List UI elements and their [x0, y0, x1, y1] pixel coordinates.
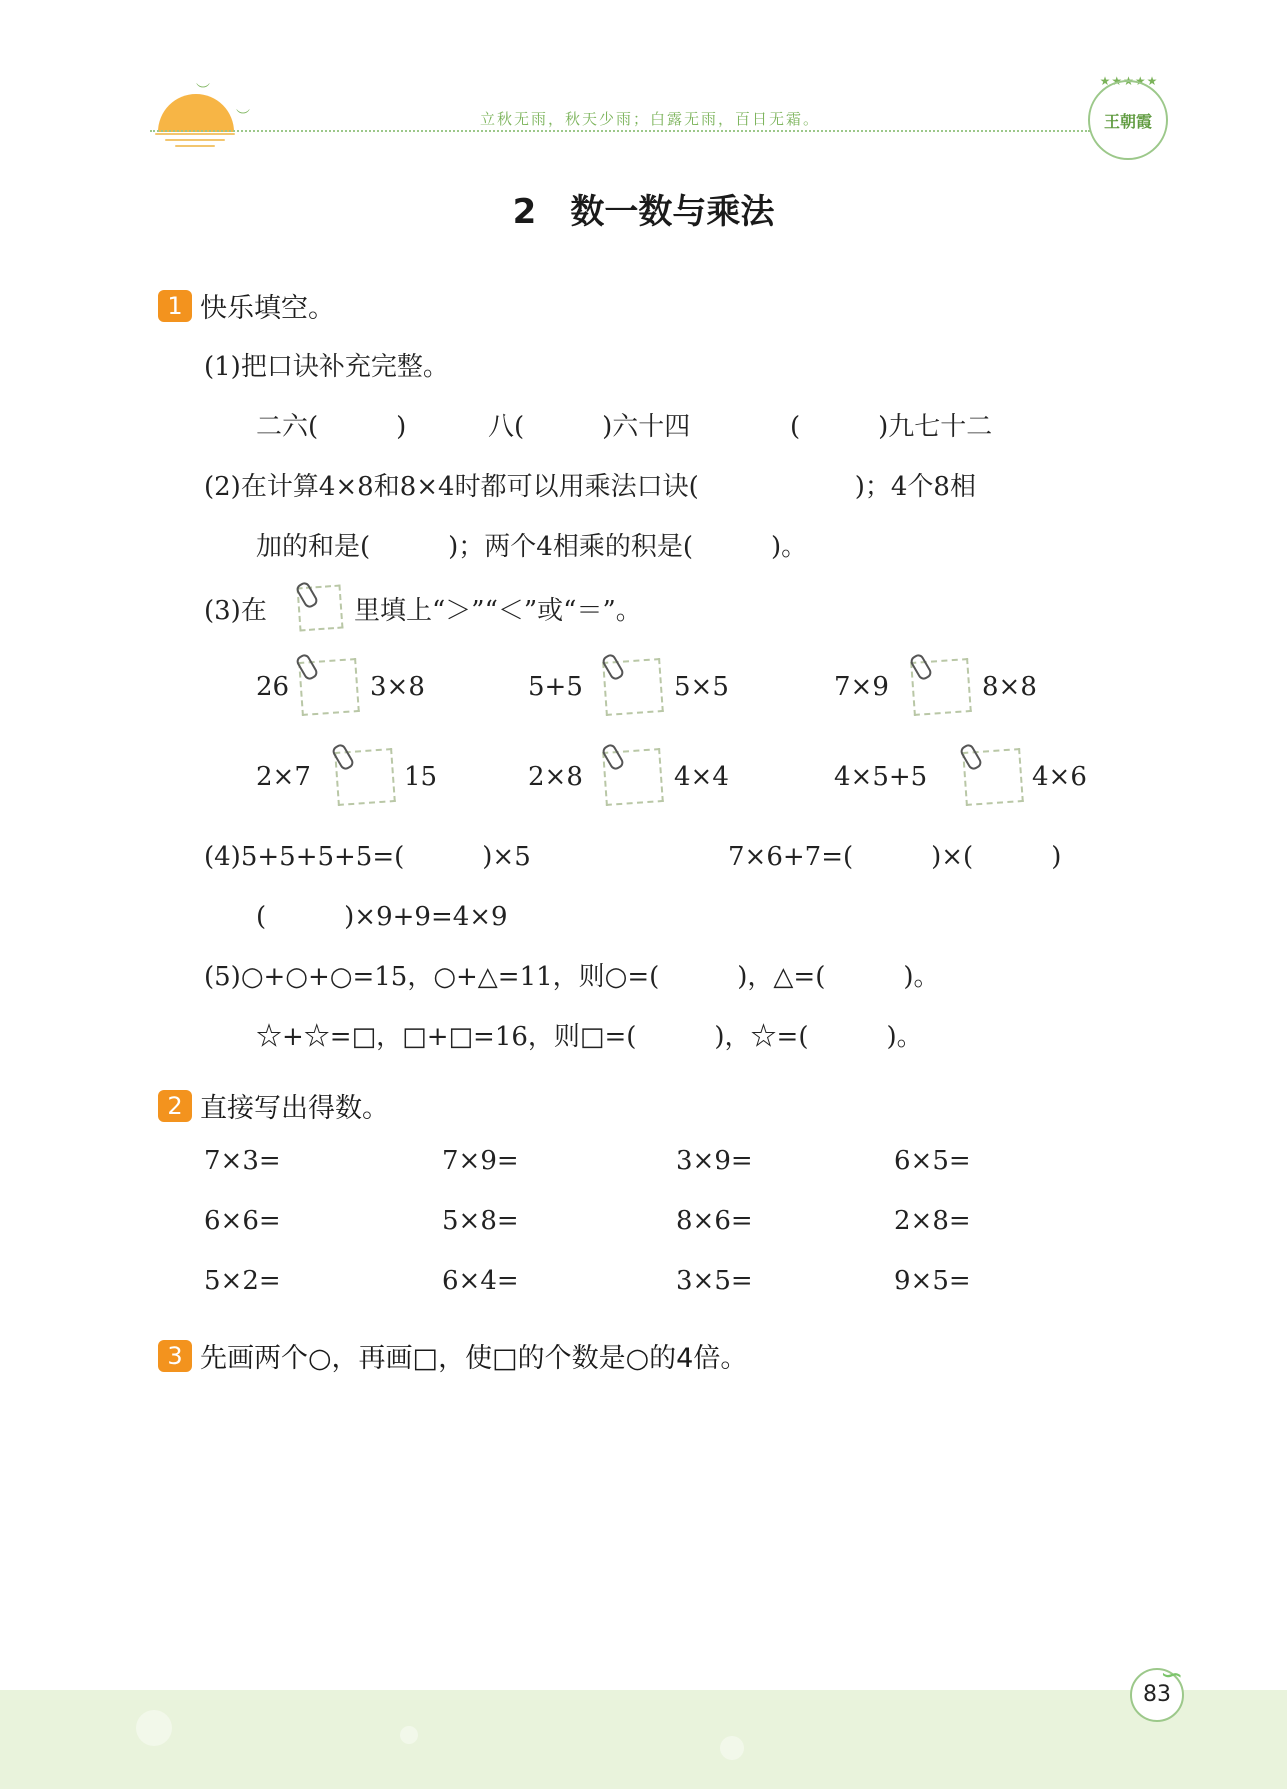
calc-item: 7×3=	[204, 1146, 281, 1176]
page-title: 2 数一数与乘法	[512, 192, 775, 232]
q3-suffix: 里填上“＞”“＜”或“＝”。	[354, 596, 642, 626]
q1-item: 八( )六十四	[488, 412, 691, 442]
calc-item: 5×2=	[204, 1266, 281, 1296]
section-title: 快乐填空。	[200, 293, 335, 324]
q1-label: (1)把口诀补充完整。	[204, 352, 449, 382]
compare-right: 15	[404, 762, 438, 792]
section-title: 先画两个○，再画□，使□的个数是○的4倍。	[200, 1343, 748, 1374]
calc-item: 6×6=	[204, 1206, 281, 1236]
bubble-decoration	[136, 1710, 172, 1746]
footer-band	[0, 1690, 1287, 1789]
dolphin-icon: ∽	[1160, 1658, 1184, 1691]
header-proverb: 立秋无雨，秋天少雨；白露无雨，百日无霜。	[480, 110, 821, 128]
q4-item: ( )×9+9=4×9	[256, 902, 508, 932]
section-3-heading	[158, 1336, 747, 1375]
compare-right: 8×8	[982, 672, 1037, 702]
calc-item: 6×5=	[894, 1146, 971, 1176]
calc-item: 3×9=	[676, 1146, 753, 1176]
bubble-decoration	[720, 1736, 744, 1760]
compare-left: 5+5	[528, 672, 583, 702]
compare-left: 7×9	[834, 672, 889, 702]
compare-right: 4×6	[1032, 762, 1087, 792]
q1-item: 二六( )	[256, 412, 407, 442]
q3-prefix: (3)在	[204, 596, 267, 626]
bubble-decoration	[400, 1726, 418, 1744]
calc-item: 2×8=	[894, 1206, 971, 1236]
section-2-heading	[158, 1086, 389, 1125]
compare-left: 2×8	[528, 762, 583, 792]
q5-line: ☆+☆=□，□+□=16，则□=( )，☆=( )。	[256, 1022, 923, 1052]
calc-item: 9×5=	[894, 1266, 971, 1296]
q5-line: (5)○+○+○=15，○+△=11，则○=( )，△=( )。	[204, 962, 940, 992]
q4-item: 7×6+7=( )×( )	[728, 842, 1062, 872]
section-title: 直接写出得数。	[200, 1093, 389, 1124]
compare-right: 3×8	[370, 672, 425, 702]
sun-reflection-lines	[150, 133, 240, 151]
header-dotted-line	[150, 130, 1090, 132]
q1-item: ( )九七十二	[790, 412, 993, 442]
section-number: 1	[158, 290, 192, 322]
bird-icon: ︶	[236, 109, 250, 125]
badge-stars: ★★★★★	[1099, 74, 1159, 88]
calc-item: 6×4=	[442, 1266, 519, 1296]
calc-item: 3×5=	[676, 1266, 753, 1296]
section-number: 2	[158, 1090, 192, 1122]
q2-line: 加的和是( )；两个4相乘的积是( )。	[256, 532, 808, 562]
calc-item: 8×6=	[676, 1206, 753, 1236]
compare-right: 4×4	[674, 762, 729, 792]
q4-item: (4)5+5+5+5=( )×5	[204, 842, 531, 872]
calc-item: 7×9=	[442, 1146, 519, 1176]
page-number: 83	[1130, 1668, 1184, 1722]
bird-icon: ︶	[196, 83, 210, 99]
q2-line: (2)在计算4×8和8×4时都可以用乘法口诀( )；4个8相	[204, 472, 976, 502]
calc-item: 5×8=	[442, 1206, 519, 1236]
compare-left: 4×5+5	[834, 762, 928, 792]
badge-text: 王朝霞	[1103, 111, 1152, 131]
compare-left: 26	[256, 672, 290, 702]
section-number: 3	[158, 1340, 192, 1372]
author-badge	[1088, 80, 1168, 160]
compare-right: 5×5	[674, 672, 729, 702]
section-1-heading	[158, 286, 335, 325]
compare-left: 2×7	[256, 762, 311, 792]
